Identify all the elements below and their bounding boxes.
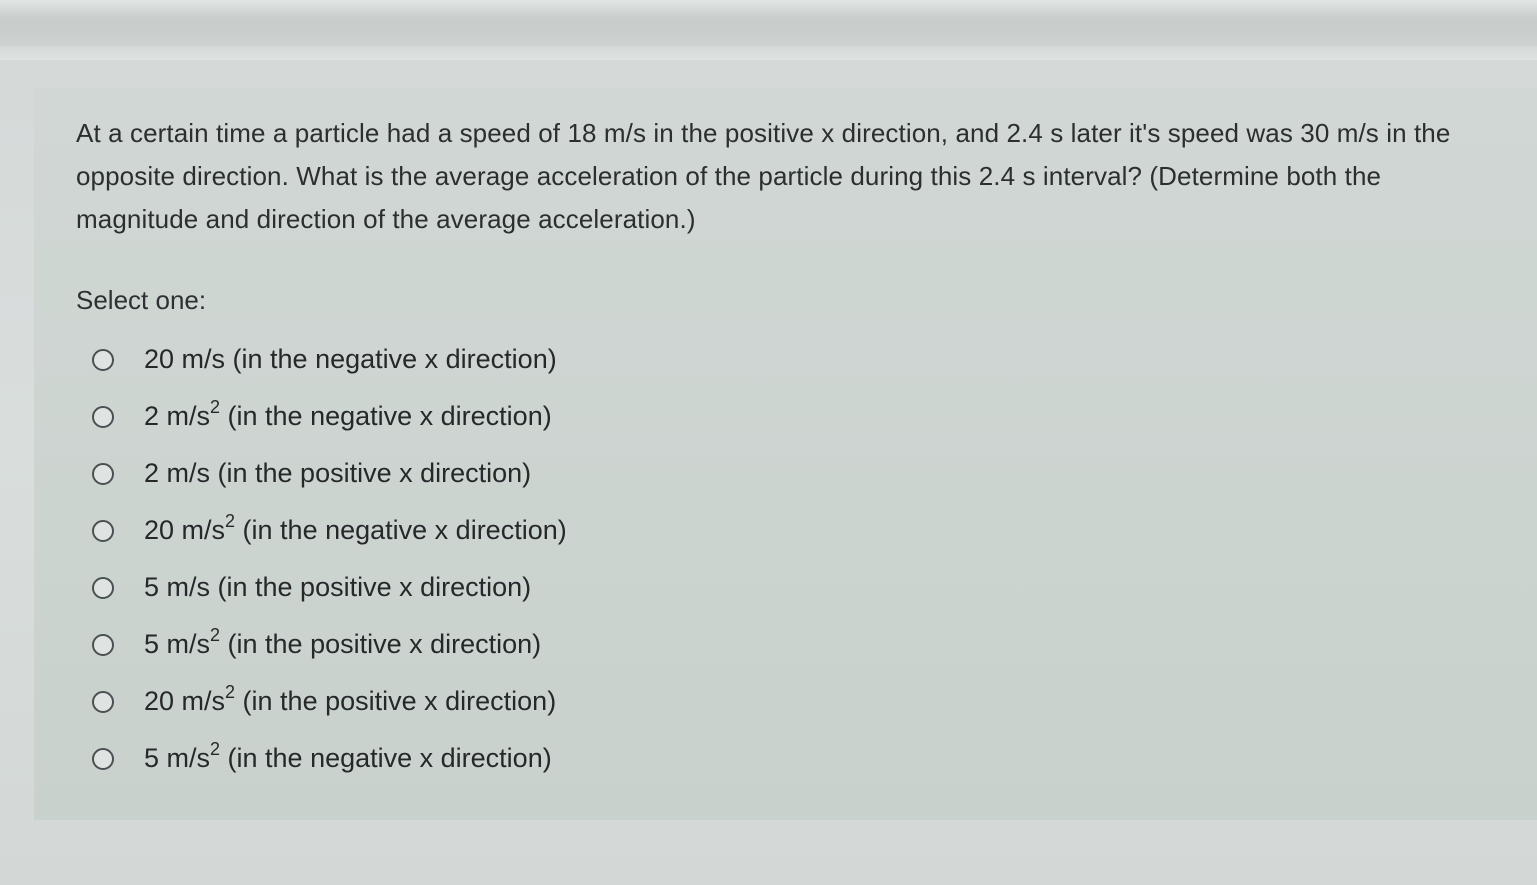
option-direction: (in the positive x direction) bbox=[220, 629, 542, 659]
option-direction: (in the negative x direction) bbox=[235, 515, 567, 545]
radio-button-icon[interactable] bbox=[92, 577, 114, 599]
option-value: 5 m/s bbox=[144, 572, 211, 602]
radio-button-icon[interactable] bbox=[92, 463, 114, 485]
answer-option-6[interactable] bbox=[86, 616, 567, 673]
answer-option-label bbox=[144, 682, 557, 717]
radio-button-icon[interactable] bbox=[92, 691, 114, 713]
option-value: 5 m/s bbox=[144, 743, 211, 773]
option-value: 20 m/s bbox=[144, 686, 226, 716]
option-exponent: 2 bbox=[225, 511, 236, 531]
radio-button-icon[interactable] bbox=[92, 634, 114, 656]
option-value: 20 m/s bbox=[144, 515, 226, 545]
answer-option-label bbox=[144, 625, 542, 660]
answer-option-8[interactable] bbox=[86, 730, 567, 787]
option-value: 2 m/s bbox=[144, 458, 211, 488]
radio-button-icon[interactable] bbox=[92, 349, 114, 371]
option-exponent: 2 bbox=[210, 739, 221, 759]
option-exponent: 2 bbox=[225, 682, 236, 702]
answer-option-4[interactable] bbox=[86, 502, 567, 559]
radio-button-icon[interactable] bbox=[92, 748, 114, 770]
option-exponent: 2 bbox=[210, 625, 221, 645]
answer-option-label bbox=[144, 511, 567, 546]
answer-option-label bbox=[144, 572, 531, 603]
option-value: 5 m/s bbox=[144, 629, 211, 659]
answer-option-label bbox=[144, 739, 552, 774]
answer-option-label bbox=[144, 458, 531, 489]
answer-option-3[interactable] bbox=[86, 445, 567, 502]
radio-button-icon[interactable] bbox=[92, 406, 114, 428]
answer-option-label bbox=[144, 397, 552, 432]
option-exponent: 2 bbox=[210, 397, 221, 417]
select-one-prompt: Select one: bbox=[76, 285, 207, 315]
option-direction: (in the negative x direction) bbox=[225, 344, 557, 374]
option-direction: (in the positive x direction) bbox=[210, 458, 532, 488]
answer-option-5[interactable] bbox=[86, 559, 567, 616]
question-text: At a certain time a particle had a speed of 18 m/s in the positive x direction, and 2.4 s later it's speed was 30 m/s in the opposite direction. What is the average acceleration of the particle during this 2.4 s interval? (Determine both the magnitude and direction of the average acceleration.) bbox=[76, 118, 1451, 234]
answer-options-list bbox=[86, 331, 567, 787]
option-value: 20 m/s bbox=[144, 344, 226, 374]
answer-option-1[interactable] bbox=[86, 331, 567, 388]
radio-button-icon[interactable] bbox=[92, 520, 114, 542]
option-direction: (in the negative x direction) bbox=[220, 401, 552, 431]
answer-option-7[interactable] bbox=[86, 673, 567, 730]
option-direction: (in the positive x direction) bbox=[210, 572, 532, 602]
option-value: 2 m/s bbox=[144, 401, 211, 431]
answer-option-label bbox=[144, 344, 557, 375]
browser-top-strip bbox=[0, 0, 1537, 60]
option-direction: (in the positive x direction) bbox=[235, 686, 557, 716]
option-direction: (in the negative x direction) bbox=[220, 743, 552, 773]
answer-option-2[interactable] bbox=[86, 388, 567, 445]
